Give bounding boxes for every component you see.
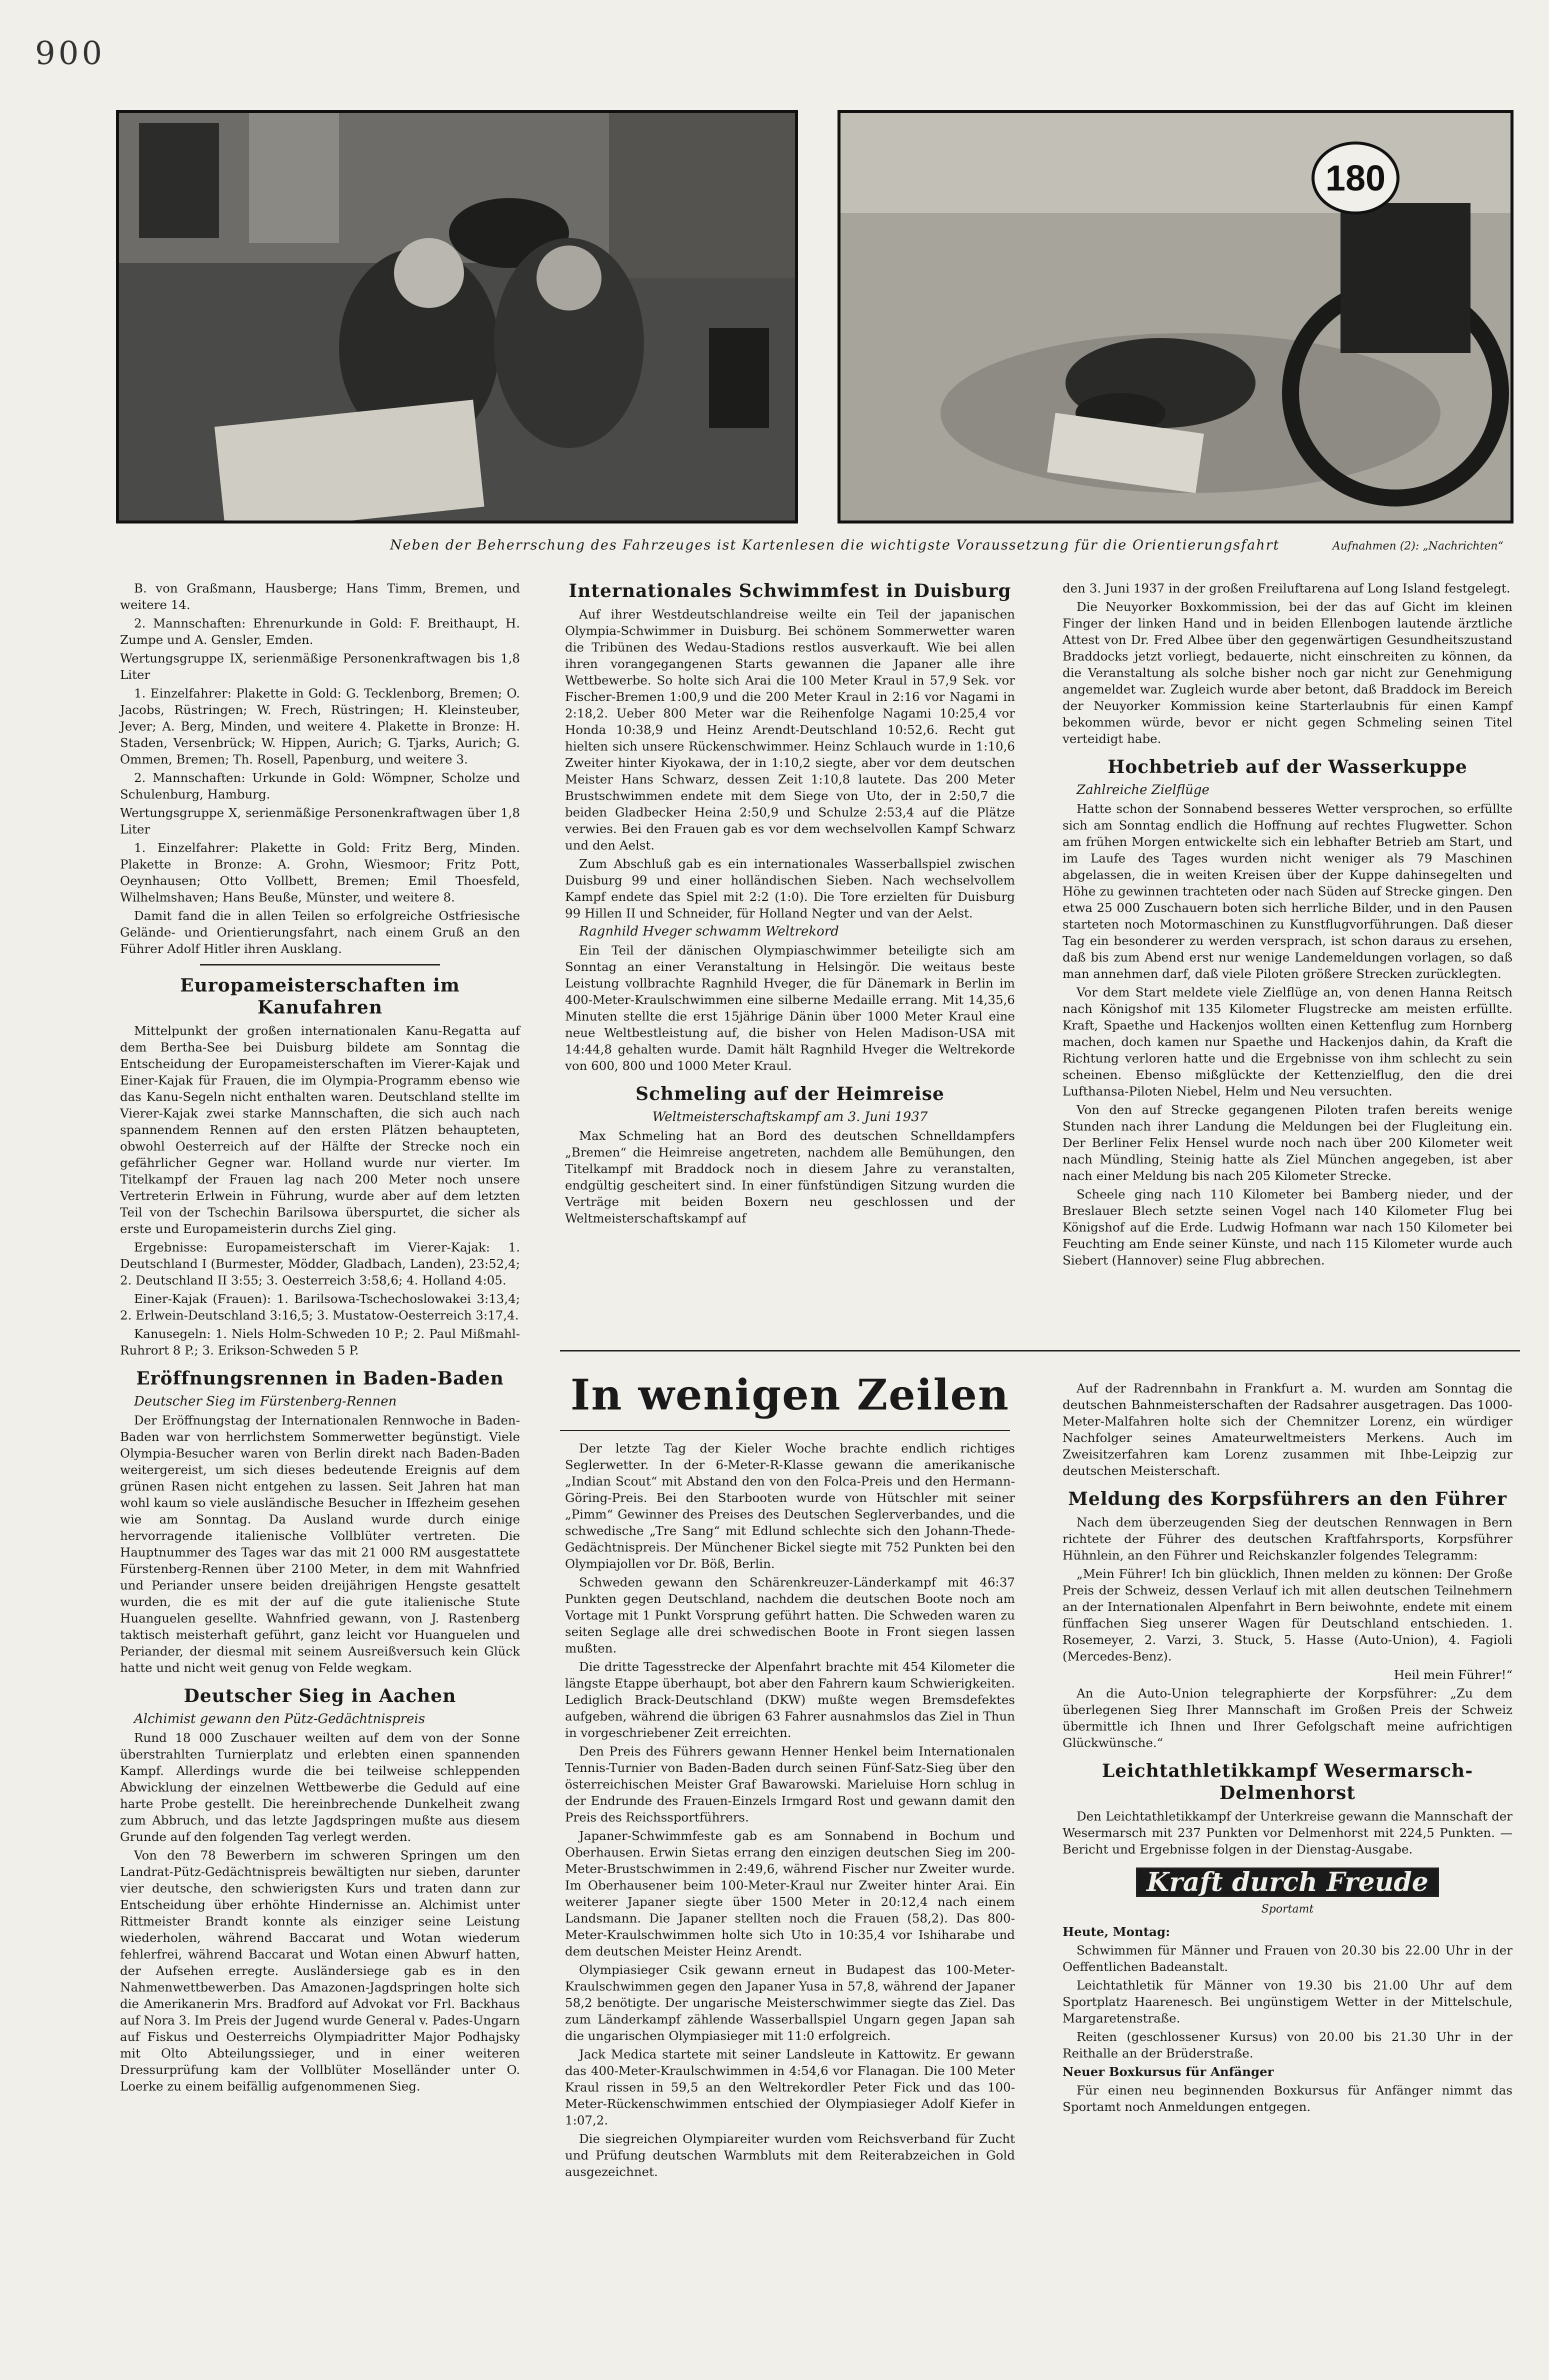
paragraph: Neuer Boxkursus für Anfänger bbox=[1062, 2064, 1274, 2079]
paragraph: Ergebnisse: Europameisterschaft im Vierer-Kajak: 1. Deutschland I (Burmester, Mödder, Gladbach, Landen), 23:52,4; 2. Deutschland II 3:55; 3. Oesterreich 3:58,6; 4. Holland 4:05. bbox=[120, 1240, 520, 1288]
divider bbox=[200, 964, 440, 966]
kdf-sublabel: Sportamt bbox=[1261, 1903, 1314, 1916]
paragraph: Damit fand die in allen Teilen so erfolgreiche Ostfriesische Gelände- und Orientierungsfahrt, nach einem Gruß an den Führer Adolf Hitler ihren Ausklang. bbox=[120, 908, 520, 956]
paragraph: Die Neuyorker Boxkommission, bei der das auf Gicht im kleinen Finger der linken Hand und in beiden Ellenbogen lautende ärztliche Attest von Dr. Fred Albee über den gegenwärtigen Gesundheitszustand Braddocks jetzt vorliegt, bedauerte, nicht einschreiten zu können, da die Veranstaltung als solche bisher noch gar nicht zur Genehmigung angemeldet war. Zugleich wurde aber betont, daß Braddock im Bereich der Neuyorker Kommission keine Starterlaubnis für einen Kampf bekommen würde, bevor er nicht gegen Schmeling seinen Titel verteidigt habe. bbox=[1062, 600, 1512, 746]
paragraph: Jack Medica startete mit seiner Landsleute in Kattowitz. Er gewann das 400-Meter-Kraulschwimmen in 4:54,6 vor Flanagan. Die 100 Meter Kraul rissen in 59,5 an den Weltrekordler Peter Fick und das 100-Meter-Rückenschwimmen entschied der Olympiasieger Adolf Kiefer in 1:07,2. bbox=[565, 2047, 1015, 2128]
paragraph: An die Auto-Union telegraphierte der Korpsführer: „Zu dem überlegenen Sieg Ihrer Mannschaft im Großen Preis der Schweiz übermittle ich Ihnen und Ihrer Gefolgschaft meine aufrichtigen Glückwünsche.“ bbox=[1062, 1686, 1512, 1750]
paragraph: Nach dem überzeugenden Sieg der deutschen Rennwagen in Bern richtete der Führer des deutschen Kraftfahrsports, Korpsführer Hühnlein, an den Führer und Reichskanzler folgendes Telegramm: bbox=[1062, 1515, 1512, 1562]
photo-credit: Aufnahmen (2): „Nachrichten“ bbox=[1332, 540, 1504, 552]
paragraph: Die siegreichen Olympiareiter wurden vom Reichsverband für Zucht und Prüfung deutschen Warmbluts mit dem Reiterabzeichen in Gold ausgezeichnet. bbox=[565, 2132, 1015, 2179]
paragraph: 1. Einzelfahrer: Plakette in Gold: G. Tecklenborg, Bremen; O. Jacobs, Rüstringen; W. Frech, Rüstringen; H. Kleinsteuber, Jever; A. Berg, Minden, und weitere 4. Plakette in Bronze: H. Staden, Versenbrück; W. Hippen, Aurich; G. Tjarks, Aurich; G. Ommen, Bremen; Th. Rosell, Papenburg, und weitere 3. bbox=[120, 686, 520, 766]
headline-aachen: Deutscher Sieg in Aachen bbox=[184, 1686, 456, 1706]
column-2 bbox=[565, 580, 1015, 1228]
paragraph: Der letzte Tag der Kieler Woche brachte endlich richtiges Seglerwetter. In der 6-Meter-R-Klasse gewann die amerikanische „Indian Scout“ mit Abstand den von den Folca-Preis und den Hermann-Göring-Preis. Bei den Starbooten wurde von Hütschler mit seiner „Pimm“ Gewinner des Preises des Deutschen Seglerverbandes, und die schwedische „Tre Sang“ mit Edlund schlechte sich den Johann-Thede-Gedächtnispreis. Der Münchener Bickel siegte mit 752 Punkten bei den Olympiajollen vor Dr. Böß, Berlin. bbox=[565, 1441, 1015, 1571]
headline-baden: Eröffnungsrennen in Baden-Baden bbox=[136, 1368, 504, 1389]
paragraph: Ein Teil der dänischen Olympiaschwimmer beteiligte sich am Sonntag an einer Veranstaltung in Helsingör. Die weitaus beste Leistung vollbrachte Ragnhild Hveger, die für Dänemark in Berlin im 400-Meter-Kraulschwimmen eine silberne Medaille errang. Mit 14,35,6 Minuten stellte die erst 15jährige Dänin über 1000 Meter Kraul eine neue Weltbestleistung auf, die bisher von Helen Madison-USA mit 14:44,8 gehalten wurde. Damit hält Ragnhild Hveger die Weltrekorde von 600, 800 und 1000 Meter Kraul. bbox=[565, 943, 1015, 1073]
headline-leichtathletik: Leichtathletikkampf Wesermarsch-Delmenhorst bbox=[1102, 1760, 1474, 1804]
paragraph: Heil mein Führer!“ bbox=[1394, 1668, 1512, 1682]
paragraph: Die dritte Tagesstrecke der Alpenfahrt brachte mit 454 Kilometer die längste Etappe überhaupt, bot aber den Fahrern kaum Schwierigkeiten. Lediglich Brack-Deutschland (DKW) mußte wegen Bremsdefektes aufgeben, während die übrigen 63 Fahrer ausnahmslos das Ziel in Thun in vorgeschriebener Zeit erreichten. bbox=[565, 1660, 1015, 1740]
paragraph: Für einen neu beginnenden Boxkursus für Anfänger nimmt das Sportamt noch Anmeldungen entgegen. bbox=[1062, 2083, 1512, 2114]
paragraph: Max Schmeling hat an Bord des deutschen Schnelldampfers „Bremen“ die Heimreise angetreten, nachdem alle Bemühungen, den Titelkampf mit Braddock noch in diesem Jahre zu veranstalten, endgültig gescheitert sind. In einer fünfstündigen Sitzung wurden die Verträge mit beiden Boxern neu geschlossen und der Weltmeisterschaftskampf auf bbox=[565, 1128, 1015, 1226]
paragraph: 2. Mannschaften: Urkunde in Gold: Wömpner, Scholze und Schulenburg, Hamburg. bbox=[120, 770, 520, 802]
headline-kanu: Europameisterschaften im Kanufahren bbox=[180, 975, 460, 1018]
headline-in-wenigen-zeilen: In wenigen Zeilen bbox=[570, 1370, 1010, 1420]
paragraph: Zum Abschluß gab es ein internationales Wasserballspiel zwischen Duisburg 99 und einer holländischen Sieben. Nach wechselvollem Kampf endete das Spiel mit 2:2 (1:0). Die Tore erzielten für Duisburg 99 Hillen II und Schneider, für Holland Negter und van der Aelst. bbox=[565, 856, 1015, 920]
paragraph: Auf ihrer Westdeutschlandreise weilte ein Teil der japanischen Olympia-Schwimmer in Duisburg. Bei schönem Sommerwetter waren die Tribünen des Wedau-Stadions restlos ausverkauft. Wie bei allen ihren vorangegangenen Starts gewannen die Japaner alle ihre Wettbewerbe. So holte sich Arai die 100 Meter Kraul in 57,9 Sek. vor Fischer-Bremen 1:00,9 und die 200 Meter Kraul in 2:16 vor Nagami in 2:18,2. Ueber 800 Meter war die Reihenfolge Nagami 10:25,4 vor Honda 10:38,9 und Heinz Arendt-Deutschland 10:52,6. Recht gut hielten sich unsere Rückenschwimmer. Heinz Schlauch wurde in 1:10,6 Zweiter hinter Kiyokawa, der in 1:10,2 siegte, aber vor dem deutschen Meister Hans Schwarz, dessen Zeit 1:10,8 lautete. Das 200 Meter Brustschwimmen endete mit dem Siege von Uto, der in 2:50,7 die beiden Gladbecker Heina 2:50,9 und Schulze 2:53,4 auf die Plätze verwies. Bei den Frauen gab es vor dem wechselvollen Kampf Schwarz und den Aelst. bbox=[565, 607, 1015, 852]
section-rule bbox=[560, 1430, 1010, 1431]
paragraph: B. von Graßmann, Hausberge; Hans Timm, Bremen, und weitere 14. bbox=[120, 581, 520, 612]
headline-wasserkuppe: Hochbetrieb auf der Wasserkuppe bbox=[1108, 756, 1468, 778]
headline-schwimmfest: Internationales Schwimmfest in Duisburg bbox=[568, 580, 1012, 602]
paragraph: Der Eröffnungstag der Internationalen Rennwoche in Baden-Baden war von herrlichstem Sommerwetter begünstigt. Viele Olympia-Besucher waren von Berlin direkt nach Baden-Baden weitergereist, um sich dieses bedeutende Ereignis auf dem grünen Rasen nicht entgehen zu lassen. Seit Jahren hat man wohl kaum so viele ausländische Besucher in Iffezheim gesehen wie am Sonntag. Da Ausland wurde durch einige hervorragende italienische Vollblüter vertreten. Die Hauptnummer des Tages war das mit 21 000 RM ausgestattete Fürstenberg-Rennen über 2100 Meter, in dem mit Wahnfried und Periander unsere beiden dreijährigen Hengste gesattelt wurden, die es mit der auf die gute italienische Stute Huanguelen gesellte. Wahnfried gewann, von J. Rastenberg taktisch meisterhaft geführt, ganz leicht vor Huanguelen und Periander, der diesmal mit seinem Ausreißversuch kein Glück hatte und nicht weit genug von Felde wegkam. bbox=[120, 1413, 520, 1675]
subheadline: Zahlreiche Zielflüge bbox=[1076, 782, 1210, 798]
column-1 bbox=[120, 580, 520, 2096]
paragraph: Heute, Montag: bbox=[1062, 1924, 1170, 1939]
paragraph: Wertungsgruppe IX, serienmäßige Personenkraftwagen bis 1,8 Liter bbox=[120, 651, 520, 682]
subheadline: Alchimist gewann den Pütz-Gedächtnispreis bbox=[134, 1712, 426, 1726]
section-rule bbox=[560, 1350, 1520, 1352]
column-inbrief bbox=[565, 1440, 1015, 2182]
paragraph: Scheele ging nach 110 Kilometer bei Bamberg nieder, und der Breslauer Blech setzte seinen Vogel nach 140 Kilometer Flug bei Königshof auf die Erde. Ludwig Hofmann war nach 150 Kilometer bei Feuchting am Ende seiner Künste, und nach 115 Kilometer wurde auch Siebert (Hannover) seine Flug abbrechen. bbox=[1062, 1187, 1512, 1268]
column-3 bbox=[1062, 580, 1512, 1270]
paragraph: „Mein Führer! Ich bin glücklich, Ihnen melden zu können: Der Große Preis der Schweiz, dessen Verlauf ich mit allen deutschen Teilnehmern an der Internationalen Alpenfahrt in Bern beiwohnte, endete mit einem fünffachen Sieg unserer Wagen für Deutschland entschieden. 1. Rosemeyer, 2. Varzi, 3. Stuck, 5. Hasse (Auto-Union), 4. Fagioli (Mercedes-Benz). bbox=[1062, 1566, 1512, 1664]
subheadline: Ragnhild Hveger schwamm Weltrekord bbox=[579, 924, 839, 939]
paragraph: Von den auf Strecke gegangenen Piloten trafen bereits wenige Stunden nach ihrer Landung die Meldungen bei der Flugleitung ein. Der Berliner Felix Hensel wurde noch nach über 200 Kilometer weit nach Mündling, Steinig hatte als Ziel München angegeben, ist aber nach einer Meldung bis nach 205 Kilometer Strecke. bbox=[1062, 1102, 1512, 1183]
photo-right-image bbox=[840, 113, 1510, 520]
paragraph: Leichtathletik für Männer von 19.30 bis 21.00 Uhr auf dem Sportplatz Haarenesch. Bei ungünstigem Wetter in der Mittelschule, Margaretenstraße. bbox=[1062, 1978, 1512, 2026]
paragraph: den 3. Juni 1937 in der großen Freiluftarena auf Long Island festgelegt. bbox=[1062, 581, 1510, 596]
paragraph: Olympiasieger Csik gewann erneut in Budapest das 100-Meter-Kraulschwimmen gegen den Japaner Yusa in 57,8, während der Japaner 58,2 benötigte. Der ungarische Meisterschwimmer siegte das Ziel. Das zum Länderkampf zählende Wasserballspiel Ungarn gegen Japan sah die ungarischen Olympiasieger mit 11:0 erfolgreich. bbox=[565, 1962, 1015, 2043]
headline-meldung: Meldung des Korpsführers an den Führer bbox=[1068, 1488, 1507, 1510]
subheadline: Deutscher Sieg im Fürstenberg-Rennen bbox=[134, 1394, 397, 1409]
paragraph: 2. Mannschaften: Ehrenurkunde in Gold: F. Breithaupt, H. Zumpe und A. Gensler, Emden. bbox=[120, 616, 520, 647]
kdf-logo: Kraft durch Freude bbox=[1136, 1868, 1439, 1897]
start-number: 180 bbox=[1325, 158, 1386, 198]
paragraph: Schweden gewann den Schärenkreuzer-Länderkampf mit 46:37 Punkten gegen Deutschland, nachdem die deutschen Boote noch am Vortage mit 1 Punkt Vorsprung geführt hatten. Die Schweden waren zu seiten Seglage alle drei schwedischen Boote in Front siegen lassen mußten. bbox=[565, 1575, 1015, 1656]
photo-left-image bbox=[119, 113, 795, 520]
column-4 bbox=[1062, 1380, 1512, 2117]
subheadline: Weltmeisterschaftskampf am 3. Juni 1937 bbox=[652, 1110, 928, 1124]
paragraph: Von den 78 Bewerbern im schweren Springen um den Landrat-Pütz-Gedächtnispreis bewältigten nur sieben, darunter vier deutsche, den schwierigsten Kurs und traten dann zur Entscheidung über erhöhte Hindernisse an. Alchimist unter Rittmeister Brandt konnte als einziger seine Leistung wiederholen, während Baccarat und Wotan wiederum fehlerfrei, während Baccarat und Wotan einen Abwurf hatten, der Aufsehen erregte. Ausländersiege gab es in den Nahmenwettbewerben. Das Amazonen-Jagdspringen holte sich die Amerikanerin Mrs. Bradford auf Advokat vor Frl. Backhaus auf Nora 3. Im Preis der Jugend wurde General v. Pades-Ungarn auf Fiskus und Oesterreichs Olympiadritter Major Podhajsky mit Olto Abteilungssieger, und in einer weiteren Dressurprüfung kam der Vollblüter Moselländer unter O. Loerke zu einem beifällig aufgenommenen Sieg. bbox=[120, 1848, 520, 2094]
paragraph: Einer-Kajak (Frauen): 1. Barilsowa-Tschechoslowakei 3:13,4; 2. Erlwein-Deutschland 3:16,5; 3. Mustatow-Oesterreich 3:17,4. bbox=[120, 1292, 520, 1322]
paragraph: Japaner-Schwimmfeste gab es am Sonnabend in Bochum und Oberhausen. Erwin Sietas errang den einzigen deutschen Sieg im 200-Meter-Brustschwimmen in 2:49,6, während Fischer nur Zweiter wurde. Im Oberhausener beim 100-Meter-Kraul nur Zweiter hinter Arai. Ein weiterer Japaner siegte über 1500 Meter in 20:12,4 nach einem Landsmann. Die Japaner stellten noch die Frauen (58,2). Das 800-Meter-Kraulschwimmen holte sich Uto in 10:35,4 vor Ishiharabe und dem deutschen Meister Heinz Arendt. bbox=[565, 1828, 1015, 1958]
photo-motorcycle bbox=[838, 110, 1514, 524]
paragraph: Reiten (geschlossener Kursus) von 20.00 bis 21.30 Uhr in der Reithalle an der Brüderstraße. bbox=[1062, 2030, 1512, 2060]
photo-map-reading bbox=[116, 110, 798, 524]
paragraph: Rund 18 000 Zuschauer weilten auf dem von der Sonne überstrahlten Turnierplatz und erlebten einen spannenden Kampf. Allerdings wurde die bei teilweise schleppenden Abwicklung der einzelnen Wettbewerbe die Geduld auf eine harte Probe gestellt. Die hereinbrechende Dunkelheit zwang zum Abbruch, und das letzte Jagdspringen mußte aus diesem Grunde auf den folgenden Tag verlegt werden. bbox=[120, 1730, 520, 1844]
page-number: 900 bbox=[35, 35, 106, 72]
paragraph: Den Preis des Führers gewann Henner Henkel beim Internationalen Tennis-Turnier von Baden-Baden durch seinen Fünf-Satz-Sieg über den österreichischen Meister Graf Bawarowski. Marieluise Horn schlug in der Endrunde des Frauen-Einzels Irmgard Rost und gewann damit den Preis des Reichssportführers. bbox=[565, 1744, 1015, 1824]
photo-caption: Neben der Beherrschung des Fahrzeuges ist Kartenlesen die wichtigste Voraussetzung für die Orientierungsfahrt bbox=[390, 538, 1280, 553]
paragraph: Kanusegeln: 1. Niels Holm-Schweden 10 P.; 2. Paul Mißmahl-Ruhrort 8 P.; 3. Erikson-Schweden 5 P. bbox=[120, 1326, 520, 1358]
headline-schmeling: Schmeling auf der Heimreise bbox=[636, 1084, 944, 1104]
paragraph: Schwimmen für Männer und Frauen von 20.30 bis 22.00 Uhr in der Oeffentlichen Badeanstalt. bbox=[1062, 1943, 1512, 1974]
paragraph: 1. Einzelfahrer: Plakette in Gold: Fritz Berg, Minden. Plakette in Bronze: A. Grohn, Wiesmoor; Fritz Pott, Oeynhausen; Otto Vollbett, Bremen; Emil Thoesfeld, Wilhelmshaven; Hans Beuße, Münster, und weitere 8. bbox=[120, 840, 520, 904]
paragraph: Hatte schon der Sonnabend besseres Wetter versprochen, so erfüllte sich am Sonntag endlich die Hoffnung auf rechtes Flugwetter. Schon am frühen Morgen entwickelte sich ein lebhafter Betrieb am Start, und im Laufe des Tages wurden nicht weniger als 79 Maschinen abgelassen, die in weiten Kreisen über der Kuppe dahinsegelten und Höhe zu gewinnen trachteten oder nach Süden auf Strecke gingen. Den etwa 25 000 Zuschauern boten sich herrliche Bilder, und in den Pausen starteten noch Motormaschinen zu Kunstflugvorführungen. Daß dieser Tag ein besonderer zu werden versprach, ist schon daraus zu ersehen, daß bis zum Abend erst nur wenige Landemeldungen vorlagen, so daß man annehmen darf, daß viele Piloten größere Strecken zurücklegten. bbox=[1062, 802, 1512, 981]
paragraph: Den Leichtathletikkampf der Unterkreise gewann die Mannschaft der Wesermarsch mit 237 Punkten vor Delmenhorst mit 224,5 Punkten. — Bericht und Ergebnisse folgen in der Dienstag-Ausgabe. bbox=[1062, 1809, 1512, 1856]
paragraph: Wertungsgruppe X, serienmäßige Personenkraftwagen über 1,8 Liter bbox=[120, 806, 520, 836]
paragraph: Mittelpunkt der großen internationalen Kanu-Regatta auf dem Bertha-See bei Duisburg bildete am Sonntag die Entscheidung der Europameisterschaften im Vierer-Kajak und Einer-Kajak für Frauen, die im Olympia-Programm ebenso wie das Kanu-Segeln nicht enthalten waren. Deutschland stellte im Vierer-Kajak zwei starke Mannschaften, die sich auch nach spannendem Rennen auf den ersten Plätzen behaupteten, obwohl Oesterreich auf der Hälfte der Strecke noch ein gefährlicher Gegner war. Holland wurde nur vierter. Im Titelkampf der Frauen lag nach 200 Meter noch unsere Vertreterin Erlwein in Führung, wurde aber auf dem letzten Teil von der Tschechin Barilsowa überspurtet, die sicher als erste und Europameisterin durchs Ziel ging. bbox=[120, 1024, 520, 1236]
paragraph: Auf der Radrennbahn in Frankfurt a. M. wurden am Sonntag die deutschen Bahnmeisterschaften der Radsahrer ausgetragen. Das 1000-Meter-Malfahren holte sich der Chemnitzer Lorenz, ein würdiger Nachfolger seines Amateurweltmeisters Merkens. Auch im Zweisitzerfahren kam Lorenz zusammen mit Ihbe-Leipzig zur deutschen Meisterschaft. bbox=[1062, 1381, 1512, 1478]
paragraph: Vor dem Start meldete viele Zielflüge an, von denen Hanna Reitsch nach Königshof mit 135 Kilometer Flugstrecke am meisten erfüllte. Kraft, Spaethe und Hackenjos wollten einen Kettenflug zum Hornberg machen, doch kamen nur Spaethe und Hackenjos dahin, da Kraft die Richtung verloren hatte und die Ergebnisse von ihm schlecht zu sein scheinen. Ebenso mißglückte der Kettenzielflug, den die drei Lufthansa-Piloten Niebel, Helm und Neu versuchten. bbox=[1062, 985, 1512, 1098]
